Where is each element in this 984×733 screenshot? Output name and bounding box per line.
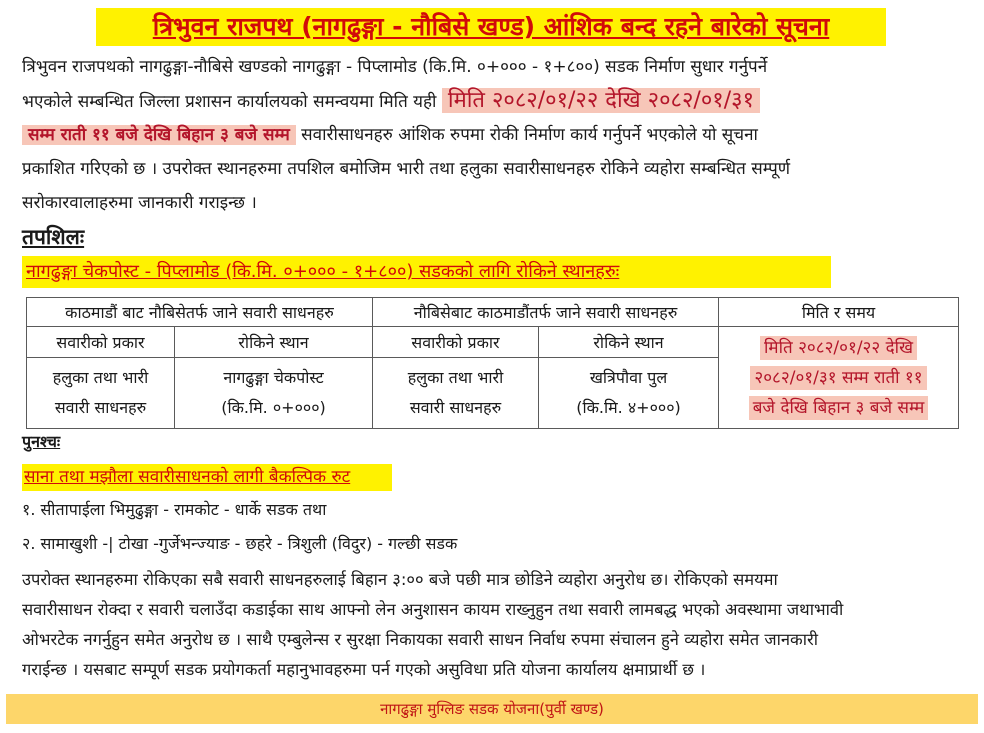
intro-line-3	[22, 118, 968, 152]
list-item: २. सामाखुशी -| टोखा -गुर्जेभन्ज्याङ - छहरे - त्रिशुली (विदुर) - गल्छी सडक	[22, 534, 458, 553]
intro-line-2-text: भएकोले सम्बन्धित जिल्ला प्रशासन कार्यालयको समन्वयमा मिति यही	[22, 92, 442, 112]
list-item: १. सीतापाईला भिमुढुङ्गा - रामकोट - धार्के सडक तथा	[22, 500, 327, 519]
intro-line-3-text: सवारीसाधनहरु आंशिक रुपमा रोकी निर्माण कार्य गर्नुपर्ने भएकोले यो सूचना	[295, 125, 758, 145]
postscript-heading: पुनश्चः	[22, 432, 61, 451]
alternative-route-heading: साना तथा मझौला सवारीसाधनको लागी बैकल्पिक रुट	[22, 464, 392, 491]
time-range-highlight: सम्म राती ११ बजे देखि बिहान ३ बजे सम्म	[22, 125, 296, 145]
vehicle-type-2b: सवारी साधनहरु	[409, 398, 502, 417]
stop-place-cell-1	[175, 358, 373, 429]
date-range-highlight: मिति २०८२/०१/२२ देखि २०८२/०१/३१	[442, 88, 760, 113]
intro-line-5: सरोकारवालाहरुमा जानकारी गराइन्छ ।	[22, 193, 257, 213]
stop-place-1a: नागढुङ्गा चेकपोस्ट	[223, 368, 324, 387]
date-line-2: २०८२/०१/३१ सम्म राती ११	[750, 366, 926, 390]
closing-line-4: गराईन्छ । यसबाट सम्पूर्ण सडक प्रयोगकर्ता महानुभावहरुमा पर्न गएको असुविधा प्रति योजना कार्यालय क्षमाप्रार्थी छ ।	[22, 660, 706, 679]
date-line-1: मिति २०८२/०१/२२ देखि	[760, 336, 917, 360]
stop-place-1b: (कि.मि. ०+०००)	[221, 398, 326, 417]
footer-organization-banner: नागढुङ्गा मुग्लिङ सडक योजना(पुर्वी खण्ड)	[6, 694, 978, 724]
details-heading: तपशिलः	[22, 225, 85, 249]
notice-title: त्रिभुवन राजपथ (नागढुङ्गा - नौबिसे खण्ड) आंशिक बन्द रहने बारेको सूचना	[96, 8, 886, 46]
intro-line-2	[22, 84, 968, 118]
stop-place-cell-2	[539, 358, 719, 429]
intro-line-4: प्रकाशित गरिएको छ । उपरोक्त स्थानहरुमा तपशिल बमोजिम भारी तथा हलुका सवारीसाधनहरु रोकिने व्यहोरा सम्बन्धित सम्पूर्ण	[22, 159, 791, 179]
header-ktm-to-naubise: काठमाडौं बाट नौबिसेतर्फ जाने सवारी साधनहरु	[27, 298, 373, 327]
vehicle-type-1b: सवारी साधनहरु	[54, 398, 147, 417]
table-group-header-row	[27, 298, 959, 327]
closing-paragraph	[22, 565, 968, 685]
date-line-3: बजे देखि बिहान ३ बजे सम्म	[749, 396, 929, 420]
vehicle-type-1a: हलुका तथा भारी	[52, 368, 149, 387]
closing-line-2: सवारीसाधन रोक्दा र सवारी चलाउँदा कडाईका साथ आफ्नो लेन अनुशासन कायम राख्नुहुन तथा सवारी लामबद्ध भएको अवस्थामा जथाभावी	[22, 600, 844, 619]
subheader-stop-place-1: रोकिने स्थान	[175, 327, 373, 358]
stop-locations-heading: नागढुङ्गा चेकपोस्ट - पिप्लामोड (कि.मि. ०+००० - १+८००) सडकको लागि रोकिने स्थानहरुः	[22, 256, 831, 288]
intro-paragraph	[22, 50, 968, 220]
vehicle-type-cell-1	[27, 358, 175, 429]
subheader-vehicle-type-1: सवारीको प्रकार	[27, 327, 175, 358]
intro-line-1: त्रिभुवन राजपथको नागढुङ्गा-नौबिसे खण्डको नागढुङ्गा - पिप्लामोड (कि.मि. ०+००० - १+८००) सडक निर्माण सुधार गर्नुपर्ने	[22, 57, 768, 77]
subheader-stop-place-2: रोकिने स्थान	[539, 327, 719, 358]
header-date-time: मिति र समय	[719, 298, 959, 327]
table-subheader-row	[27, 327, 959, 358]
closure-schedule-table	[26, 297, 959, 429]
subheader-vehicle-type-2: सवारीको प्रकार	[373, 327, 539, 358]
stop-place-2b: (कि.मि. ४+०००)	[576, 398, 681, 417]
closing-line-3: ओभरटेक नगर्नुहुन समेत अनुरोध छ । साथै एम्बुलेन्स र सुरक्षा निकायका सवारी साधन निर्वाध रुपमा संचालन हुने व्यहोरा समेत जानकारी	[22, 630, 819, 649]
stop-place-2a: खत्रिपौवा पुल	[589, 368, 668, 387]
vehicle-type-cell-2	[373, 358, 539, 429]
vehicle-type-2a: हलुका तथा भारी	[407, 368, 504, 387]
header-naubise-to-ktm: नौबिसेबाट काठमाडौंतर्फ जाने सवारी साधनहरु	[373, 298, 719, 327]
date-time-cell	[719, 327, 959, 429]
closing-line-1: उपरोक्त स्थानहरुमा रोकिएका सबै सवारी साधनहरुलाई बिहान ३:०० बजे पछी मात्र छोडिने व्यहोरा अनुरोध छ। रोकिएको समयमा	[22, 570, 778, 589]
